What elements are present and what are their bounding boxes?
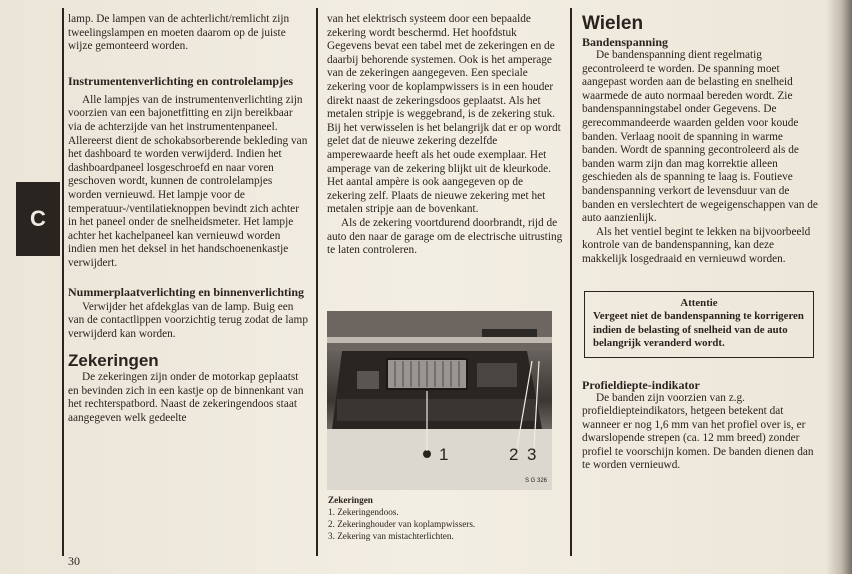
callout-label-1: 1 [439, 445, 449, 464]
column-rule-right [570, 8, 572, 556]
heading-wielen: Wielen [582, 13, 644, 34]
paragraph-zekeringen-cont: van het elektrisch systeem door een bepaalde zekering wordt beschermd. Het hoofdstuk Gegevens bevat een tabel met de zekeringen en de daarbij behorende systemen. Ook is het amperage van de zekeringen aangegeven. Een speciale zekering voor de koplampwissers is in een houder direkt naast de zekeringsdoos geplaatst. Als het metalen stripje is weggebrand, is de zekering stuk. Bij het verwisselen is het belangrijk dat er op wordt gelet dat de nieuwe zekering dezelfde amperewaarde heeft als het oude exemplaar. Het amperage van de zekering blijkt uit de kleurkode. Het aantal ampère is ook aangegeven op de zekering zelf. Plaats de nieuwe zekering met het metalen stripje aan de bovenkant. [327, 13, 561, 216]
section-tab: C [16, 182, 60, 256]
caption-item: 3. Zekering van mistachterlichten. [328, 531, 454, 541]
heading-zekeringen: Zekeringen [68, 351, 159, 371]
callout-label-2: 2 [509, 445, 519, 464]
paragraph-instrumentenverlichting: Alle lampjes van de instrumentenverlichting zijn voorzien van een bajonetfitting en zijn bereikbaar via de achterzijde van het instrumentenpaneel. Allereerst dient de schokabsorberende bekleding van het dashboard te worden verwijderd. Indien het dashboardpaneel losgeschroefd en naar voren geschoven wordt, kunnen de controlelampjes worden vernieuwd. Het lampje voor de temperatuur-/ventilatieknoppen bevindt zich achter in het paneel onder de snelheidsmeter. Het lampje achter het kachelpaneel kan vernieuwd worden indien men het deksel in het handschoenenkastje verwijdert. [68, 93, 308, 269]
paragraph-doorbrandt: Als de zekering voortdurend doorbrandt, rijd de auto den naar de garage om de electrische uitrusting te laten controleren. [327, 216, 563, 257]
caption-title: Zekeringen [328, 495, 373, 505]
column-1 [68, 13, 308, 426]
page-number: 30 [68, 554, 80, 568]
heading-bandenspanning: Bandenspanning [582, 35, 669, 49]
caption-item: 2. Zekeringhouder van koplampwissers. [328, 519, 476, 529]
column-2 [327, 13, 563, 258]
column-rule-left [62, 8, 64, 556]
paragraph-continuation: lamp. De lampen van de achterlicht/remlicht zijn tweelingslampen en moeten daarom op de juiste wijze gemonteerd worden. [68, 13, 290, 53]
paragraph-profieldiepte: De banden zijn voorzien van z.g. profieldiepteindikators, hetgeen betekent dat wanneer er nog 1,6 mm van het profiel over is, er dwarslopende strepen (ca. 12 mm breed) zonder profiel te voorschijn komen. De banden dienen dan te worden vernieuwd. [582, 391, 814, 472]
paragraph-bandenspanning: De bandenspanning dient regelmatig gecontroleerd te worden. De spanning moet aangepast worden aan de belasting en snelheid waarmede de auto normaal bereden wordt. Zie bandenspanningstabel onder Gegevens. De gerecommandeerde waarden gelden voor koude banden. Verlaag nooit de spanning in warme banden. Wordt de spanning gecontroleerd als de banden warm zijn dan mag korrektie alleen geschieden als de spanning te laag is. Foutieve bandenspanning verkort de levensduur van de banden en verslechtert de wegeigenschappen van de auto aanzienlijk. [582, 49, 818, 225]
paragraph-zekeringen: De zekeringen zijn onder de motorkap geplaatst en bevinden zich in een kastje op de binnenkant van het rechterspatbord. Naast de zekeringendoos staat aangegeven welk gedeelte [68, 371, 304, 425]
heading-nummerplaatverlichting: Nummerplaatverlichting en binnenverlichting [68, 284, 304, 299]
fusebox-photo [327, 311, 552, 490]
caption-item: 1. Zekeringendoos. [328, 507, 399, 517]
paragraph-ventiel: Als het ventiel begint te lekken na bijvoorbeeld kontrole van de bandenspanning, kan deze makkelijk losgedraaid en vernieuwd worden. [582, 225, 811, 265]
photo-caption [328, 494, 558, 542]
attention-text: Vergeet niet de bandenspanning te korrigeren indien de belasting of snelheid van de auto belangrijk veranderd wordt. [593, 310, 804, 349]
paragraph-nummerplaatverlichting: Verwijder het afdekglas van de lamp. Buig een van de contactlippen voorzichtig terug zodat de lamp verwijderd kan worden. [68, 300, 308, 340]
heading-instrumentenverlichting: Instrumentenverlichting en controlelampjes [68, 73, 294, 88]
column-3 [582, 13, 820, 473]
binding-shadow [826, 0, 852, 574]
attention-box [584, 291, 814, 358]
attention-title: Attentie [680, 296, 718, 309]
heading-profieldiepte: Profieldiepte-indikator [582, 377, 700, 392]
column-rule-middle [316, 8, 318, 556]
callout-label-3: 3 [527, 445, 537, 464]
photo-code: S G 326 [525, 478, 548, 484]
